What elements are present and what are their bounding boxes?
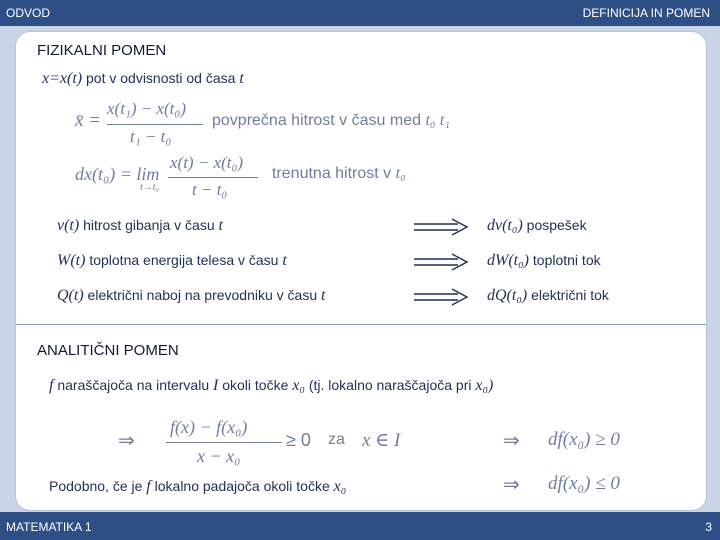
instantaneous-velocity-label bbox=[272, 165, 406, 183]
increasing-text: naraščajoča na intervalu bbox=[57, 377, 210, 393]
energy-row-left bbox=[57, 252, 287, 270]
page-number: 3 bbox=[705, 520, 712, 534]
acceleration-label: pospešek bbox=[526, 217, 587, 233]
physical-meaning-heading: FIZIKALNI POMEN bbox=[37, 42, 167, 59]
instantaneous-velocity-fraction-bar bbox=[168, 177, 258, 178]
domain-condition: x ∈ I bbox=[362, 430, 401, 451]
limit-subscript: t→t₀ bbox=[140, 182, 160, 193]
implies-icon: ⇒ bbox=[503, 430, 520, 452]
charge-description: električni naboj na prevodniku v času bbox=[87, 287, 318, 303]
around-point-text: okoli točke bbox=[222, 377, 289, 393]
instantaneous-velocity-numerator: x(t) − x(t₀) bbox=[170, 153, 244, 172]
decreasing-text: lokalno padajoča okoli točke bbox=[154, 478, 330, 494]
decreasing-result: df(x₀) ≤ 0 bbox=[548, 473, 620, 494]
average-velocity-fraction-bar bbox=[107, 124, 203, 125]
velocity-description: hitrost gibanja v času bbox=[83, 217, 215, 233]
average-velocity-denominator: t₁ − t₀ bbox=[130, 127, 172, 146]
top-bar bbox=[0, 0, 720, 26]
velocity-row-left bbox=[57, 217, 223, 235]
position-function-description: pot v odvisnosti od časa bbox=[86, 70, 236, 86]
energy-description: toplotna energija telesa v času bbox=[89, 252, 279, 268]
average-velocity-symbol: x̄ = bbox=[75, 110, 102, 131]
heat-flux-derivative: dW(t₀) bbox=[487, 252, 529, 269]
interval-end: t₁ bbox=[439, 112, 450, 129]
implies-arrow-icon bbox=[412, 253, 470, 271]
difference-quotient-bar bbox=[166, 442, 282, 443]
velocity-row-right bbox=[487, 217, 587, 235]
increasing-definition-line bbox=[49, 377, 493, 395]
energy-function: W(t) bbox=[57, 252, 86, 269]
course-name: MATEMATIKA 1 bbox=[6, 520, 92, 534]
function-f-2: f bbox=[146, 478, 151, 495]
implies-icon: ⇒ bbox=[503, 474, 520, 496]
instantaneous-velocity-text: trenutna hitrost v bbox=[272, 165, 392, 182]
point-x0-2: x₀ bbox=[333, 478, 347, 495]
increasing-result: df(x₀) ≥ 0 bbox=[548, 429, 620, 450]
difference-quotient-numerator: f(x) − f(x₀) bbox=[170, 417, 248, 437]
nonnegative-condition: ≥ 0 bbox=[286, 430, 311, 450]
bottom-bar bbox=[0, 512, 720, 540]
point-x0-paren: x₀) bbox=[475, 377, 494, 394]
analytical-meaning-heading: ANALITIČNI POMEN bbox=[37, 342, 179, 359]
section-title: ODVOD bbox=[6, 6, 51, 20]
charge-row-left bbox=[57, 287, 325, 305]
acceleration-derivative: dv(t₀) bbox=[487, 217, 523, 234]
charge-time-var: t bbox=[321, 287, 326, 304]
slide-title: DEFINICIJA IN POMEN bbox=[582, 6, 710, 20]
average-velocity-text: povprečna hitrost v času med bbox=[212, 112, 421, 129]
velocity-function: v(t) bbox=[57, 217, 80, 234]
average-velocity-numerator: x(t₁) − x(t₀) bbox=[107, 99, 186, 118]
current-label: električni tok bbox=[531, 287, 609, 303]
for-label: za bbox=[328, 431, 345, 448]
implies-arrow-icon bbox=[412, 218, 470, 236]
position-function-line bbox=[42, 70, 244, 88]
difference-quotient-denominator: x − x₀ bbox=[197, 446, 241, 466]
function-f: f bbox=[49, 377, 54, 394]
current-derivative: dQ(t₀) bbox=[487, 287, 528, 304]
point-x0: x₀ bbox=[292, 377, 305, 394]
instant-t0: t₀ bbox=[395, 165, 406, 182]
energy-time-var: t bbox=[282, 252, 287, 269]
decreasing-definition-line bbox=[49, 478, 346, 496]
interval-start: t₀ bbox=[425, 112, 436, 129]
section-divider bbox=[16, 324, 706, 325]
instantaneous-velocity-denominator: t − t₀ bbox=[192, 180, 228, 199]
time-variable: t bbox=[239, 70, 244, 87]
charge-row-right bbox=[487, 287, 609, 305]
velocity-time-var: t bbox=[218, 217, 223, 234]
instantaneous-velocity-lhs: dx(t₀) = lim bbox=[75, 164, 160, 184]
locally-increasing-text: (tj. lokalno naraščajoča pri bbox=[308, 377, 472, 393]
implies-icon: ⇒ bbox=[118, 430, 135, 452]
position-function: x=x(t) bbox=[42, 70, 83, 87]
charge-function: Q(t) bbox=[57, 287, 84, 304]
interval-I: I bbox=[213, 377, 219, 394]
implies-arrow-icon bbox=[412, 288, 470, 306]
average-velocity-label bbox=[212, 112, 450, 130]
energy-row-right bbox=[487, 252, 601, 270]
heat-flux-label: toplotni tok bbox=[532, 252, 601, 268]
similarly-text: Podobno, če je bbox=[49, 478, 143, 494]
